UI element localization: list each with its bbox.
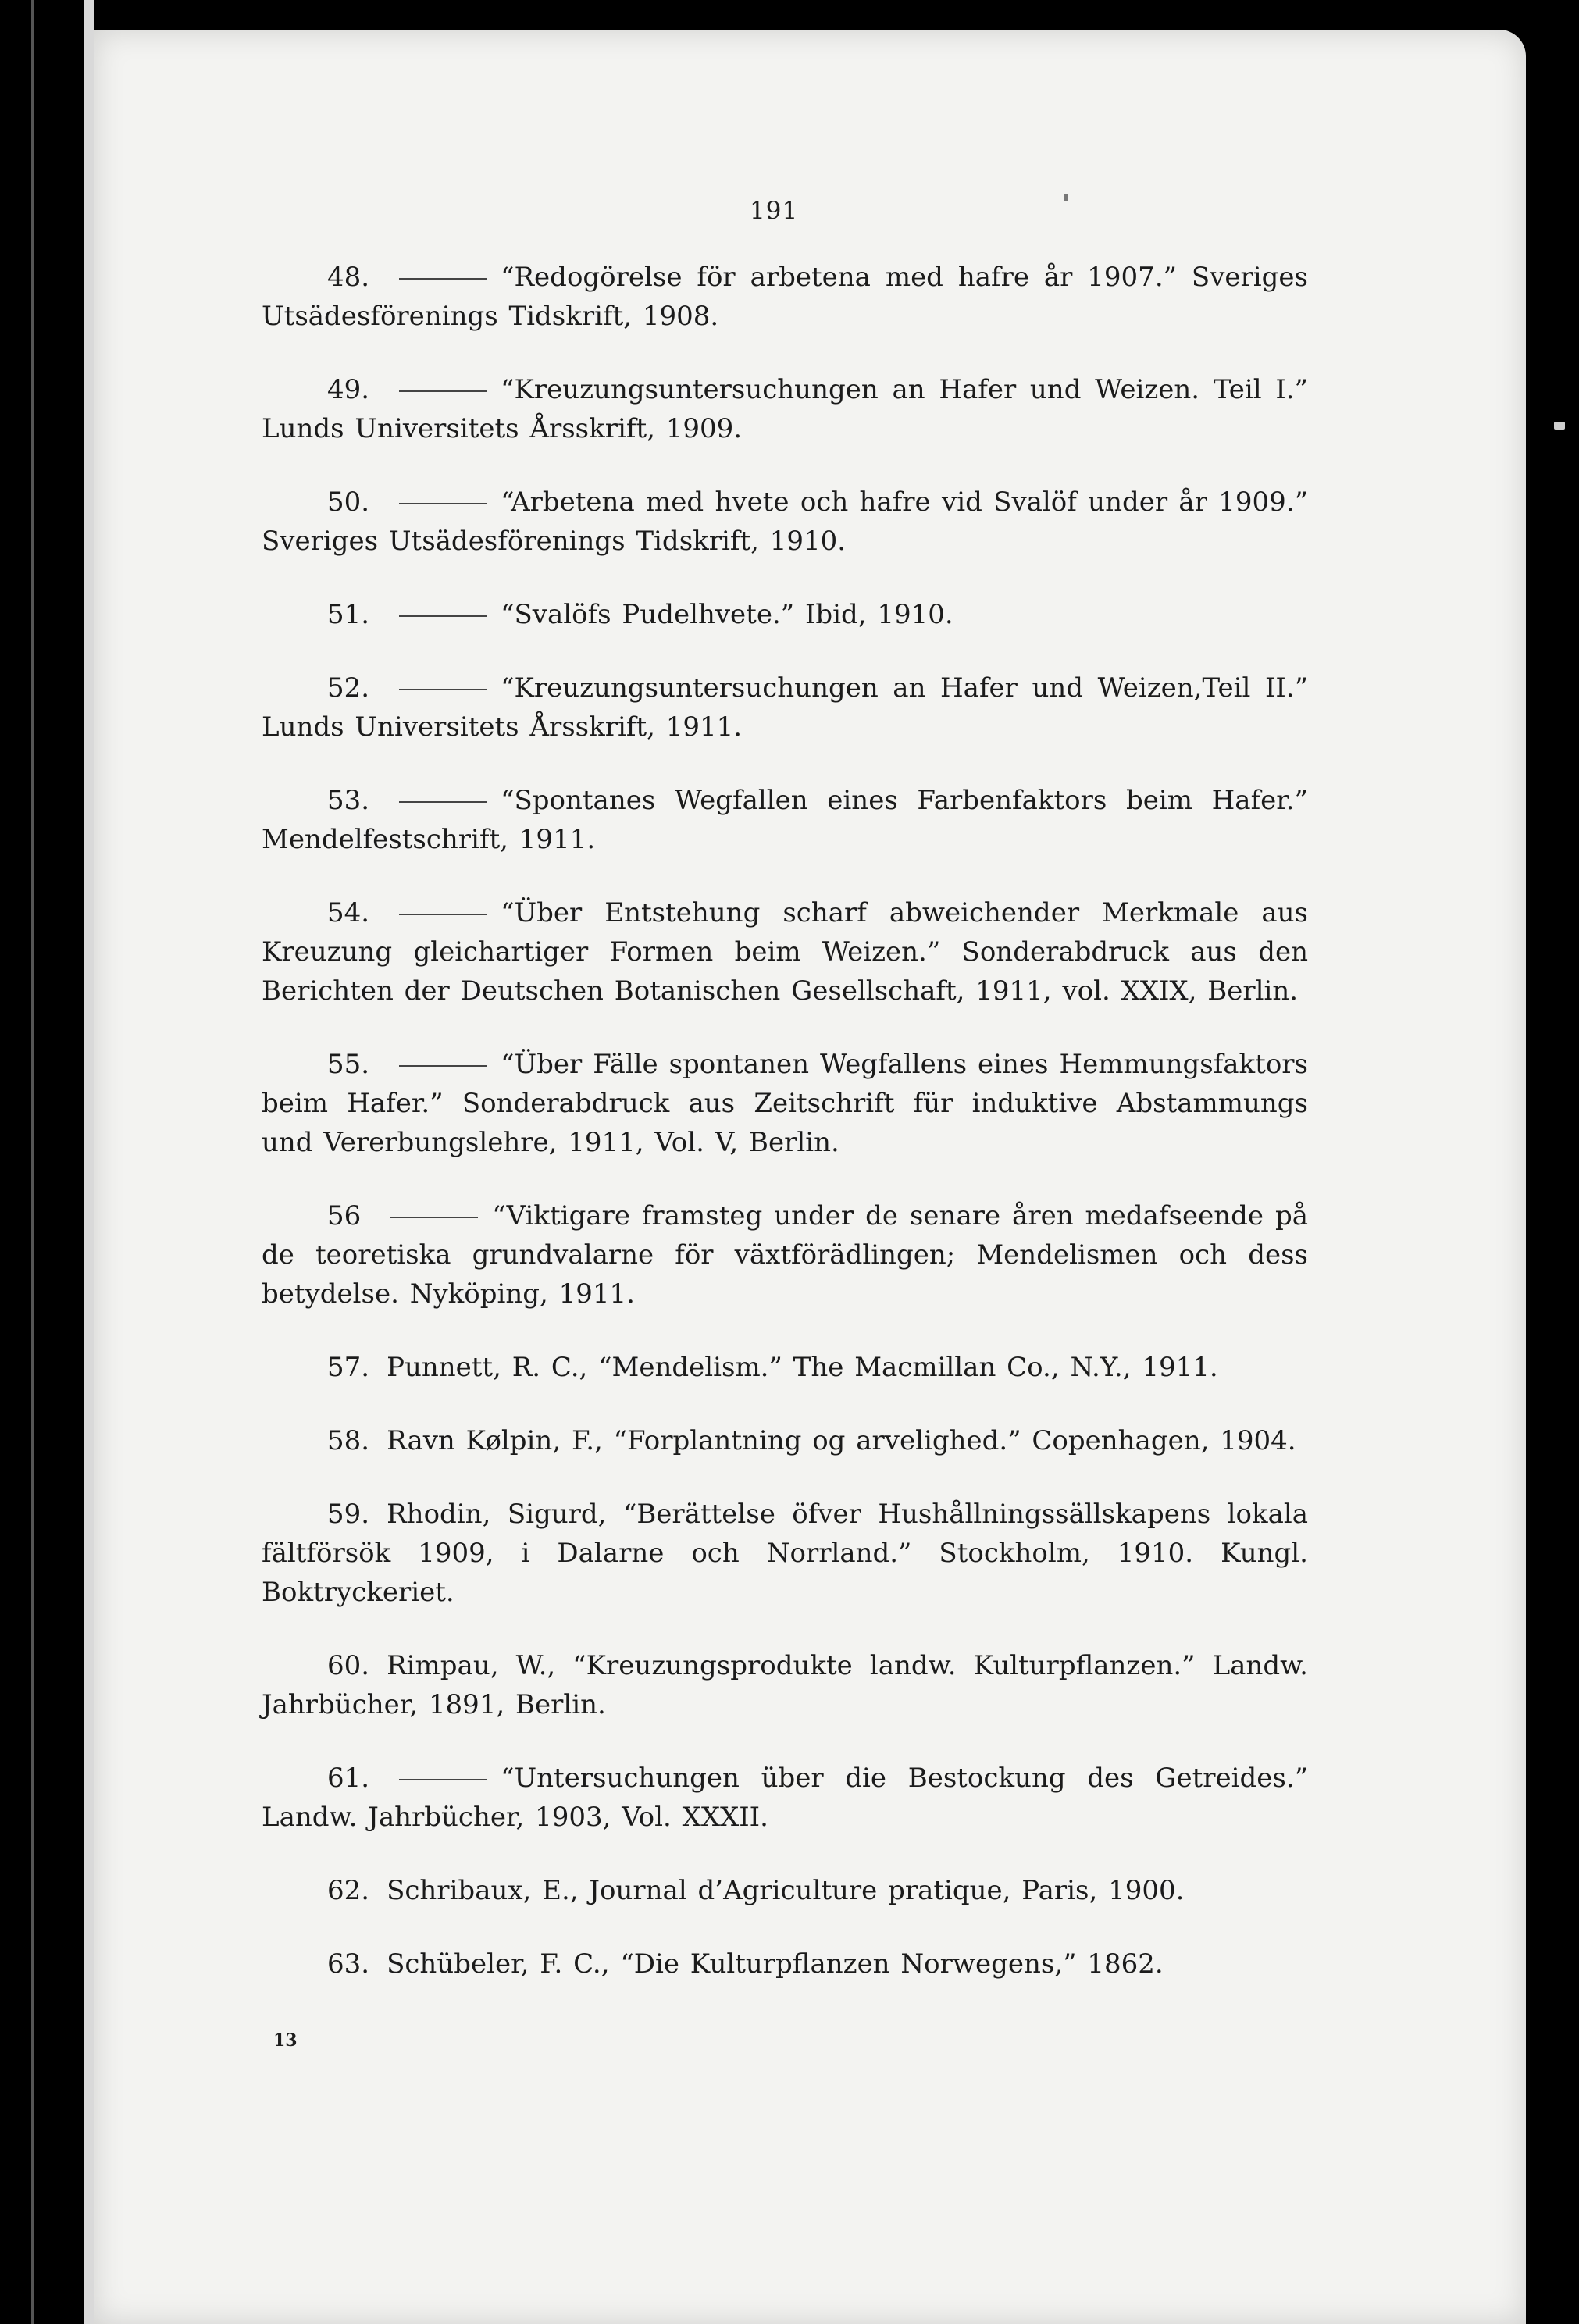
ink-speck <box>1064 194 1068 201</box>
entry-text: “Kreuzungsuntersuchungen an Hafer und Weizen,Teil II.” Lunds Universitets Årsskrift, 1911. <box>262 672 1308 743</box>
entry-number: 61. <box>327 1763 370 1794</box>
author-repeat-dash <box>399 390 487 392</box>
entry-number: 48. <box>327 262 370 293</box>
entry-text: “Redogörelse för arbetena med hafre år 1907.” Sveriges Utsädesförenings Tidskrift, 1908. <box>262 262 1308 332</box>
entry-number: 58. <box>327 1425 370 1456</box>
entry-text: Ravn Kølpin, F., “Forplantning og arvelighed.” Copenhagen, 1904. <box>387 1425 1296 1456</box>
entry-text: “Über Fälle spontanen Wegfallens eines Hemmungsfaktors beim Hafer.” Sonderabdruck aus Zeitschrift für induktive Abstammungs und Vererbungslehre, 1911, Vol. V, Berlin. <box>262 1049 1308 1158</box>
entry-text: “Untersuchungen über die Bestockung des Getreides.” Landw. Jahrbücher, 1903, Vol. XXXII. <box>262 1763 1308 1833</box>
author-repeat-dash <box>390 1217 478 1218</box>
entry-text: Rhodin, Sigurd, “Berättelse öfver Hushållningssällskapens lokala fältförsök 1909, i Dalarne och Norrland.” Stockholm, 1910. Kungl. Boktryckeriet. <box>262 1499 1308 1608</box>
entry-number: 55. <box>327 1049 370 1080</box>
entry-number: 57. <box>327 1352 370 1383</box>
signature-mark: 13 <box>273 2030 298 2051</box>
entry-text: Schübeler, F. C., “Die Kulturpflanzen Norwegens,” 1862. <box>387 1948 1164 1980</box>
bibliography-entry <box>262 1944 1308 1984</box>
author-repeat-dash <box>399 503 487 504</box>
entry-number: 49. <box>327 374 370 405</box>
author-repeat-dash <box>399 278 487 280</box>
entry-text: “Arbetena med hvete och hafre vid Svalöf under år 1909.” Sveriges Utsädesförenings Tidskrift, 1910. <box>262 487 1308 557</box>
entry-text: “Kreuzungsuntersuchungen an Hafer und Weizen. Teil I.” Lunds Universitets Årsskrift, 1909. <box>262 374 1308 444</box>
bibliography-entry <box>262 1045 1308 1162</box>
author-repeat-dash <box>399 801 487 803</box>
entry-number: 63. <box>327 1948 370 1980</box>
bibliography-entry <box>262 595 1308 634</box>
entry-number: 52. <box>327 672 370 704</box>
bibliography-entry <box>262 370 1308 448</box>
bibliography-entry <box>262 1196 1308 1313</box>
entry-number: 59. <box>327 1499 370 1530</box>
bibliography-list <box>262 258 1308 2018</box>
entry-number: 51. <box>327 599 370 630</box>
bibliography-entry <box>262 781 1308 859</box>
entry-text: Schribaux, E., Journal d’Agriculture pratique, Paris, 1900. <box>387 1875 1185 1906</box>
author-repeat-dash <box>399 615 487 617</box>
bibliography-entry <box>262 1759 1308 1837</box>
bibliography-entry <box>262 893 1308 1011</box>
author-repeat-dash <box>399 914 487 915</box>
bibliography-entry <box>262 258 1308 336</box>
film-edge-light <box>84 0 94 2324</box>
entry-text: “Svalöfs Pudelhvete.” Ibid, 1910. <box>501 599 953 630</box>
entry-number: 50. <box>327 487 370 518</box>
entry-text: “Spontanes Wegfallen eines Farbenfaktors beim Hafer.” Mendelfestschrift, 1911. <box>262 785 1308 855</box>
bibliography-entry <box>262 668 1308 747</box>
entry-number: 60. <box>327 1650 370 1681</box>
author-repeat-dash <box>399 1779 487 1780</box>
entry-number: 62. <box>327 1875 370 1906</box>
entry-text: Rimpau, W., “Kreuzungsprodukte landw. Kulturpflanzen.” Landw. Jahrbücher, 1891, Berlin. <box>262 1650 1308 1720</box>
bibliography-entry <box>262 1348 1308 1387</box>
bibliography-entry <box>262 483 1308 561</box>
entry-text: “Über Entstehung scharf abweichender Merkmale aus Kreuzung gleichartiger Formen beim Weizen.” Sonderabdruck aus den Berichten der Deutschen Botanischen Gesellschaft, 1911, vol. XXIX, Berlin. <box>262 897 1308 1007</box>
entry-text: “Viktigare framsteg under de senare åren medafseende på de teoretiska grundvalarne för växtförädlingen; Mendelismen och dess betydelse. Nyköping, 1911. <box>262 1200 1308 1310</box>
entry-number: 53. <box>327 785 370 816</box>
bibliography-entry <box>262 1871 1308 1910</box>
entry-number: 56 <box>327 1200 362 1232</box>
page-number: 191 <box>750 197 799 225</box>
author-repeat-dash <box>399 689 487 690</box>
author-repeat-dash <box>399 1065 487 1067</box>
entry-text: Punnett, R. C., “Mendelism.” The Macmillan Co., N.Y., 1911. <box>387 1352 1218 1383</box>
bibliography-entry <box>262 1646 1308 1724</box>
bibliography-entry <box>262 1495 1308 1612</box>
bibliography-entry <box>262 1421 1308 1460</box>
film-edge-dark <box>31 0 34 2324</box>
film-mark <box>1554 422 1565 430</box>
entry-number: 54. <box>327 897 370 929</box>
